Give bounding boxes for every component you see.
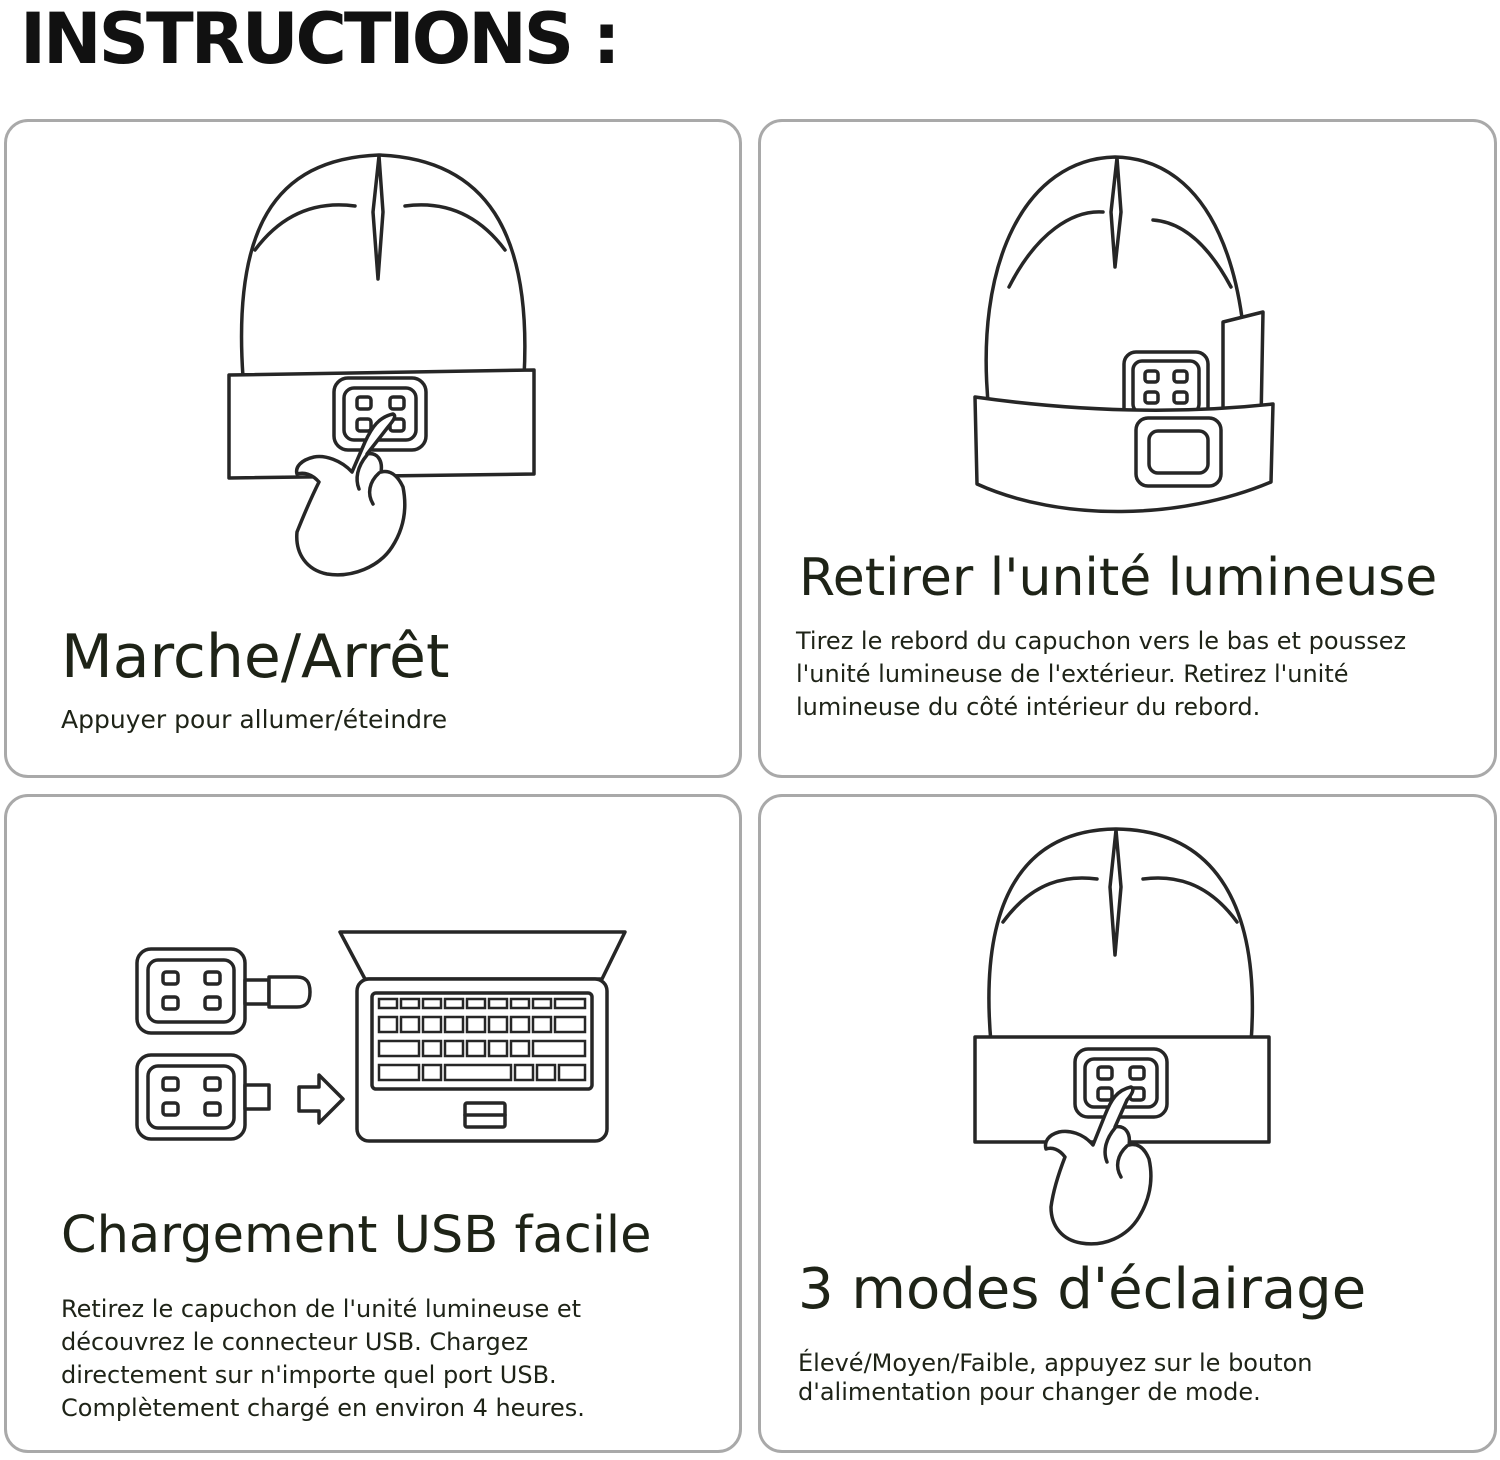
card-heading: Marche/Arrêt [61, 622, 450, 692]
card-description: Tirez le rebord du capuchon vers le bas et poussez l'unité lumineuse de l'extérieur. Retirez l'unité lumineuse du côté intérieur du rebord. [796, 627, 1407, 721]
instruction-card-remove [758, 119, 1497, 778]
usb-charging-illustration [7, 797, 742, 1177]
led-usb-unit-icon [137, 1055, 269, 1139]
laptop-icon [340, 932, 625, 1141]
card-description: Élevé/Moyen/Faible, appuyez sur le bouton d'alimentation pour changer de mode. [798, 1349, 1313, 1406]
arrow-right-icon [299, 1075, 343, 1123]
beanie-modes-illustration [761, 797, 1497, 1257]
beanie-remove-illustration [761, 122, 1497, 542]
instruction-card-power [4, 119, 742, 778]
instruction-card-usb [4, 794, 742, 1453]
card-heading: 3 modes d'éclairage [798, 1257, 1367, 1322]
beanie-power-illustration [7, 122, 742, 602]
page-title: INSTRUCTIONS : [20, 0, 618, 80]
card-description: Appuyer pour allumer/éteindre [61, 705, 448, 734]
card-description: Retirez le capuchon de l'unité lumineuse et découvrez le connecteur USB. Chargez directement sur n'importe quel port USB. Complètement chargé en environ 4 heures. [61, 1295, 585, 1422]
card-heading: Retirer l'unité lumineuse [799, 548, 1438, 608]
beanie-brim [975, 397, 1273, 512]
light-unit-slot-icon [1136, 418, 1221, 486]
instruction-card-modes [758, 794, 1497, 1453]
card-heading: Chargement USB facile [61, 1206, 652, 1265]
led-usb-unit-icon [137, 949, 310, 1033]
